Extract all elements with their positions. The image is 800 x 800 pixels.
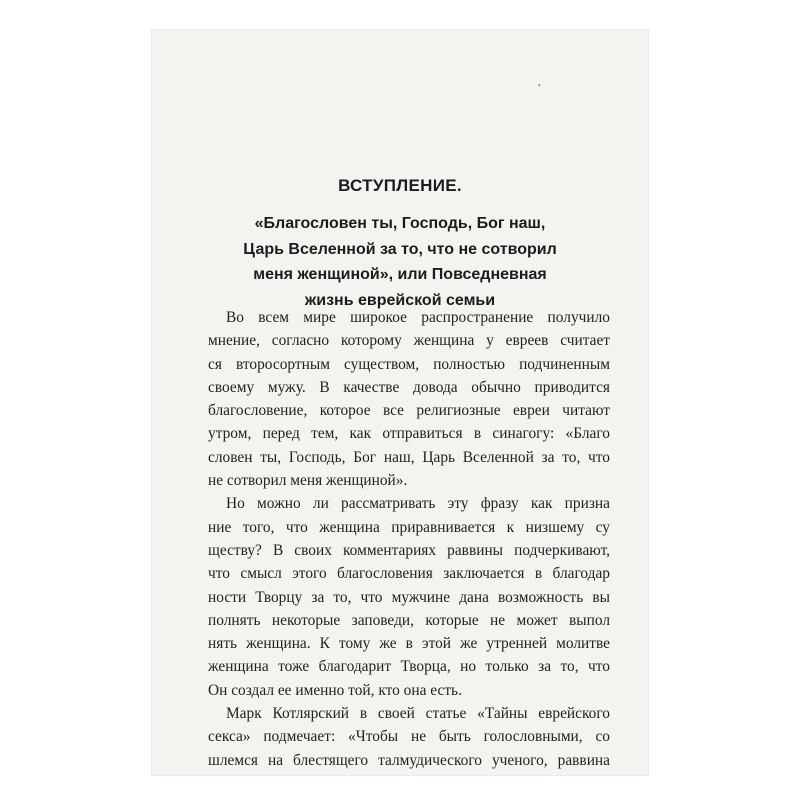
book-page bbox=[152, 30, 648, 775]
text-line: утром, перед тем, как отправиться в синагогу: «Благо bbox=[208, 425, 610, 443]
text-line: мнение, согласно которому женщина у евреев считает bbox=[208, 332, 610, 350]
text-line: ся второсортным существом, полностью подчиненным bbox=[208, 355, 610, 373]
text-line: ности Творцу за то, что мужчине дана возможность вы bbox=[208, 588, 610, 606]
text-line: нять женщина. К тому же в этой же утренней молитве bbox=[208, 635, 610, 653]
text-line: Во всем мире широкое распространение получило bbox=[226, 309, 610, 326]
text-line: Марк Котлярский в своей статье «Тайны еврейского bbox=[226, 705, 610, 723]
text-line: ние того, что женщина приравнивается к низшему су bbox=[208, 518, 610, 536]
text-line: своему мужу. В качестве довода обычно приводится bbox=[208, 378, 610, 396]
subtitle-line: Царь Вселенной за то, что не сотворил bbox=[243, 240, 557, 258]
text-line: словен ты, Господь, Бог наш, Царь Вселенной за то, что bbox=[208, 448, 610, 466]
text-line: женщина тоже благодарит Творца, но только за то, что bbox=[208, 658, 610, 676]
text-line: благословение, которое все религиозные евреи читают bbox=[208, 402, 610, 420]
subtitle-line: жизнь еврейской семьи bbox=[304, 291, 496, 309]
chapter-subtitle bbox=[152, 211, 648, 313]
text-line: полнять некоторые заповеди, которые не может выпол bbox=[208, 611, 610, 629]
subtitle-line: меня женщиной», или Повседневная bbox=[253, 266, 547, 283]
text-line: Но можно ли рассматривать эту фразу как призна bbox=[226, 495, 610, 513]
text-line: секса» подмечает: «Чтобы не быть голословными, со bbox=[208, 728, 610, 746]
text-line bbox=[208, 772, 610, 775]
text-line: шлемся на блестящего талмудического ученого, раввина bbox=[208, 751, 610, 769]
subtitle-line: «Благословен ты, Господь, Бог наш, bbox=[254, 215, 546, 232]
text-line: не сотворил меня женщиной». bbox=[208, 472, 408, 490]
text-line: что смысл этого благословения заключается в благодар bbox=[208, 565, 610, 583]
body-text bbox=[208, 306, 610, 775]
text-line: Он создал ее именно той, кто она есть. bbox=[208, 681, 462, 699]
text-line: ществу? В своих комментариях раввины подчеркивают, bbox=[208, 541, 610, 559]
printer-mark: , bbox=[538, 77, 541, 88]
chapter-title: ВСТУПЛЕНИЕ. bbox=[338, 176, 462, 195]
